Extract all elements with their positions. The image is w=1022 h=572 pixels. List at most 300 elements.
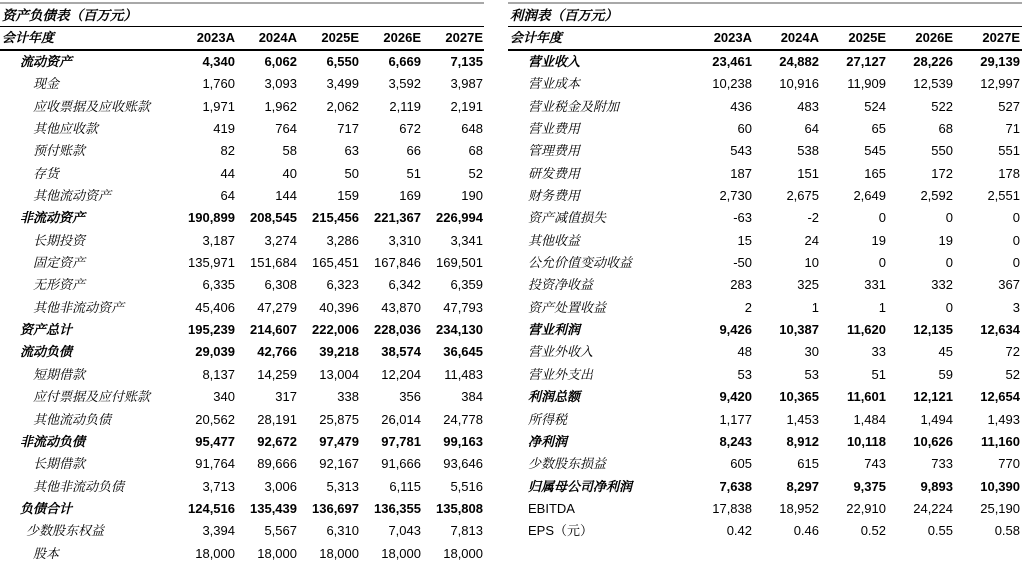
cell-value: 332 xyxy=(931,277,953,293)
cell-value: 1,177 xyxy=(719,411,752,427)
cell-value: 52 xyxy=(1005,366,1020,382)
cell-value: 5,313 xyxy=(326,478,359,494)
cell-value: 23,461 xyxy=(712,54,752,69)
table-row xyxy=(0,96,484,118)
cell-value: 6,550 xyxy=(326,54,359,69)
cell-value: 527 xyxy=(998,98,1020,114)
table-row xyxy=(0,476,484,498)
cell-value: 18,000 xyxy=(319,545,359,561)
table-row xyxy=(508,498,1022,520)
cell-value: 0.52 xyxy=(860,523,886,539)
cell-value: 187 xyxy=(730,165,752,181)
table-row xyxy=(0,73,484,95)
cell-value: 22,910 xyxy=(846,500,886,516)
cell-value: 136,355 xyxy=(374,500,421,516)
cell-value: 8,137 xyxy=(202,366,235,382)
table-header-row xyxy=(0,27,484,51)
cell-value: 550 xyxy=(931,143,953,159)
cell-value: 0.42 xyxy=(726,523,752,539)
cell-value: 12,539 xyxy=(913,76,953,92)
cell-value: 25,875 xyxy=(319,411,359,427)
cell-value: 40,396 xyxy=(319,299,359,315)
cell-value: 27,127 xyxy=(846,54,886,69)
cell-value: 47,279 xyxy=(257,299,297,315)
cell-value: 178 xyxy=(998,165,1020,181)
cell-value: 92,167 xyxy=(319,456,359,472)
cell-value: 6,669 xyxy=(388,54,421,69)
cell-value: 28,191 xyxy=(257,411,297,427)
cell-value: 543 xyxy=(730,143,752,159)
income-statement-title: 利润表（百万元） xyxy=(508,4,1022,27)
cell-value: 9,893 xyxy=(920,478,953,494)
cell-value: 53 xyxy=(804,366,819,382)
cell-value: 3,093 xyxy=(264,76,297,92)
cell-value: 135,439 xyxy=(250,500,297,516)
cell-value: 124,516 xyxy=(188,500,235,516)
cell-value: 144 xyxy=(275,188,297,204)
cell-value: 71 xyxy=(1005,121,1020,137)
cell-value: 0 xyxy=(1012,255,1020,271)
cell-value: 545 xyxy=(864,143,886,159)
cell-value: 167,846 xyxy=(374,255,421,271)
cell-value: 29,039 xyxy=(195,344,235,360)
cell-value: 18,000 xyxy=(195,545,235,561)
cell-value: 7,638 xyxy=(719,478,752,494)
table-row xyxy=(0,386,484,408)
cell-value: 51 xyxy=(406,165,421,181)
cell-value: 19 xyxy=(938,232,953,248)
cell-value: 551 xyxy=(998,143,1020,159)
cell-value: 2 xyxy=(744,299,752,315)
row-label: 营业费用 xyxy=(528,121,581,137)
header-fiscal-year-label: 会计年度 xyxy=(510,30,563,45)
cell-value: 10,916 xyxy=(779,76,819,92)
cell-value: 3,713 xyxy=(202,478,235,494)
table-row xyxy=(0,341,484,363)
cell-value: 17,838 xyxy=(712,500,752,516)
table-row xyxy=(0,319,484,341)
cell-value: 51 xyxy=(871,366,886,382)
row-label: 少数股东损益 xyxy=(528,456,607,472)
cell-value: 4,340 xyxy=(202,54,235,69)
cell-value: 1,760 xyxy=(202,76,235,92)
cell-value: 615 xyxy=(797,456,819,472)
table-row xyxy=(508,341,1022,363)
balance-sheet-title: 资产负债表（百万元） xyxy=(0,4,484,27)
cell-value: 159 xyxy=(337,188,359,204)
cell-value: 68 xyxy=(938,121,953,137)
row-label: 负债合计 xyxy=(20,500,73,516)
row-label: 资产处置收益 xyxy=(528,299,607,315)
cell-value: 340 xyxy=(213,389,235,405)
cell-value: 672 xyxy=(399,121,421,137)
cell-value: 89,666 xyxy=(257,456,297,472)
cell-value: 7,813 xyxy=(450,523,483,539)
cell-value: 64 xyxy=(804,121,819,137)
cell-value: 135,971 xyxy=(188,255,235,271)
cell-value: 18,952 xyxy=(779,500,819,516)
cell-value: 0 xyxy=(945,210,953,226)
row-label: 存货 xyxy=(33,165,60,181)
cell-value: 68 xyxy=(468,143,483,159)
cell-value: 770 xyxy=(998,456,1020,472)
row-label: 营业利润 xyxy=(528,322,581,338)
table-row xyxy=(508,118,1022,140)
cell-value: 2,675 xyxy=(786,188,819,204)
cell-value: 10,387 xyxy=(779,322,819,338)
cell-value: 0 xyxy=(1012,210,1020,226)
table-row xyxy=(0,230,484,252)
cell-value: 3,341 xyxy=(450,232,483,248)
cell-value: 11,483 xyxy=(444,366,483,382)
table-row xyxy=(508,140,1022,162)
cell-value: 2,592 xyxy=(920,188,953,204)
cell-value: 2,062 xyxy=(326,98,359,114)
cell-value: 53 xyxy=(737,366,752,382)
cell-value: 283 xyxy=(730,277,752,293)
cell-value: 6,335 xyxy=(202,277,235,293)
cell-value: 1,493 xyxy=(987,411,1020,427)
cell-value: 10,238 xyxy=(712,76,752,92)
row-label: 研发费用 xyxy=(528,165,581,181)
cell-value: 325 xyxy=(797,277,819,293)
cell-value: 2,649 xyxy=(853,188,886,204)
cell-value: 208,545 xyxy=(250,210,297,226)
header-year-cell: 2025E xyxy=(321,30,359,45)
cell-value: -50 xyxy=(733,255,752,271)
header-year-cell: 2026E xyxy=(915,30,953,45)
cell-value: 6,342 xyxy=(388,277,421,293)
row-label: 财务费用 xyxy=(528,188,581,204)
cell-value: 58 xyxy=(282,143,297,159)
table-header-row xyxy=(508,27,1022,51)
row-label: 现金 xyxy=(33,76,60,92)
row-label: 管理费用 xyxy=(528,143,581,159)
cell-value: 42,766 xyxy=(257,344,297,360)
cell-value: 1 xyxy=(811,299,819,315)
cell-value: 11,160 xyxy=(980,433,1020,449)
table-body xyxy=(0,51,484,565)
cell-value: 9,375 xyxy=(853,478,886,494)
cell-value: 165 xyxy=(864,165,886,181)
row-label: EBITDA xyxy=(528,500,575,516)
cell-value: 483 xyxy=(797,98,819,114)
table-body xyxy=(508,51,1022,543)
cell-value: 12,204 xyxy=(381,366,421,382)
table-row xyxy=(0,409,484,431)
cell-value: 33 xyxy=(871,344,886,360)
cell-value: 228,036 xyxy=(374,322,421,338)
table-row xyxy=(0,118,484,140)
cell-value: 38,574 xyxy=(381,344,421,360)
table-row xyxy=(508,73,1022,95)
cell-value: 52 xyxy=(468,165,483,181)
cell-value: 11,620 xyxy=(846,322,886,338)
cell-value: 97,781 xyxy=(381,433,421,449)
cell-value: -63 xyxy=(733,210,752,226)
cell-value: 24 xyxy=(804,232,819,248)
cell-value: 24,778 xyxy=(443,411,483,427)
cell-value: 13,004 xyxy=(319,366,359,382)
table-row xyxy=(508,476,1022,498)
cell-value: 356 xyxy=(399,389,421,405)
table-row xyxy=(508,207,1022,229)
cell-value: 97,479 xyxy=(319,433,359,449)
row-label: 长期借款 xyxy=(33,456,86,472)
cell-value: 82 xyxy=(220,143,235,159)
cell-value: 18,000 xyxy=(443,545,483,561)
row-label: 净利润 xyxy=(528,433,568,449)
cell-value: 20,562 xyxy=(195,411,235,427)
cell-value: 0 xyxy=(945,255,953,271)
row-label: 利润总额 xyxy=(528,389,581,405)
income-statement-table xyxy=(508,0,1022,565)
cell-value: 10 xyxy=(804,255,819,271)
cell-value: 1,962 xyxy=(264,98,297,114)
cell-value: 3 xyxy=(1012,299,1020,315)
cell-value: 9,420 xyxy=(719,389,752,405)
table-row xyxy=(508,431,1022,453)
cell-value: 12,135 xyxy=(913,322,953,338)
cell-value: 3,310 xyxy=(388,232,421,248)
cell-value: 15 xyxy=(737,232,752,248)
cell-value: 764 xyxy=(275,121,297,137)
row-label: 营业税金及附加 xyxy=(528,98,620,114)
cell-value: 0 xyxy=(945,299,953,315)
cell-value: 3,286 xyxy=(326,232,359,248)
cell-value: 151 xyxy=(797,165,819,181)
cell-value: 63 xyxy=(344,143,359,159)
cell-value: 190,899 xyxy=(188,210,235,226)
cell-value: 151,684 xyxy=(250,255,297,271)
table-row xyxy=(0,274,484,296)
table-row xyxy=(0,185,484,207)
cell-value: 0.58 xyxy=(994,523,1020,539)
cell-value: 190 xyxy=(461,188,483,204)
cell-value: 234,130 xyxy=(436,322,483,338)
cell-value: 0 xyxy=(878,255,886,271)
cell-value: 317 xyxy=(275,389,297,405)
cell-value: 25,190 xyxy=(980,500,1020,516)
cell-value: 367 xyxy=(998,277,1020,293)
row-label: 短期借款 xyxy=(33,366,86,382)
cell-value: 26,014 xyxy=(381,411,421,427)
table-row xyxy=(0,431,484,453)
cell-value: 10,626 xyxy=(913,433,953,449)
header-year-cell: 2023A xyxy=(196,30,235,45)
row-label: 应付票据及应付账款 xyxy=(33,389,151,405)
row-label: 其他非流动负债 xyxy=(33,478,125,494)
cell-value: 3,187 xyxy=(202,232,235,248)
cell-value: 66 xyxy=(406,143,421,159)
cell-value: 733 xyxy=(931,456,953,472)
row-label: 所得税 xyxy=(528,411,568,427)
cell-value: 0 xyxy=(1012,232,1020,248)
table-row xyxy=(508,386,1022,408)
row-label: 公允价值变动收益 xyxy=(528,255,633,271)
cell-value: 135,808 xyxy=(436,500,483,516)
cell-value: 6,310 xyxy=(326,523,359,539)
cell-value: 40 xyxy=(282,165,297,181)
row-label: 其他应收款 xyxy=(33,121,99,137)
cell-value: 60 xyxy=(737,121,752,137)
table-row xyxy=(508,364,1022,386)
row-label: 长期投资 xyxy=(33,232,86,248)
cell-value: 717 xyxy=(337,121,359,137)
cell-value: 648 xyxy=(461,121,483,137)
cell-value: 0.46 xyxy=(793,523,819,539)
cell-value: 1,971 xyxy=(202,98,235,114)
cell-value: 1,484 xyxy=(853,411,886,427)
cell-value: 24,224 xyxy=(913,500,953,516)
cell-value: 12,634 xyxy=(980,322,1020,338)
table-row xyxy=(508,252,1022,274)
cell-value: 1 xyxy=(878,299,886,315)
cell-value: 30 xyxy=(804,344,819,360)
cell-value: 47,793 xyxy=(443,299,483,315)
row-label: 其他流动负债 xyxy=(33,411,112,427)
cell-value: 3,592 xyxy=(388,76,421,92)
cell-value: 419 xyxy=(213,121,235,137)
table-row xyxy=(0,498,484,520)
table-row xyxy=(0,163,484,185)
cell-value: 10,390 xyxy=(980,478,1020,494)
table-row xyxy=(508,274,1022,296)
row-label: 流动负债 xyxy=(20,344,73,360)
cell-value: 6,323 xyxy=(326,277,359,293)
header-year-cell: 2023A xyxy=(713,30,752,45)
cell-value: 99,163 xyxy=(443,433,483,449)
cell-value: 93,646 xyxy=(443,456,483,472)
cell-value: 0.55 xyxy=(927,523,953,539)
header-year-cell: 2027E xyxy=(445,30,483,45)
cell-value: 5,567 xyxy=(264,523,297,539)
cell-value: 3,006 xyxy=(264,478,297,494)
table-row xyxy=(508,230,1022,252)
cell-value: 136,697 xyxy=(312,500,359,516)
cell-value: 12,121 xyxy=(913,389,953,405)
cell-value: 10,118 xyxy=(846,433,886,449)
row-label: 应收票据及应收账款 xyxy=(33,98,151,114)
row-label: 营业成本 xyxy=(528,76,581,92)
row-label: 固定资产 xyxy=(33,255,86,271)
cell-value: 65 xyxy=(871,121,886,137)
cell-value: 2,551 xyxy=(987,188,1020,204)
cell-value: 1,494 xyxy=(920,411,953,427)
row-label: 预付账款 xyxy=(33,143,86,159)
cell-value: 436 xyxy=(730,98,752,114)
table-row xyxy=(508,319,1022,341)
cell-value: 169 xyxy=(399,188,421,204)
table-row xyxy=(0,364,484,386)
balance-sheet-table xyxy=(0,0,484,565)
cell-value: 45 xyxy=(938,344,953,360)
row-label: 少数股东权益 xyxy=(26,523,105,539)
header-year-cell: 2025E xyxy=(848,30,886,45)
cell-value: 743 xyxy=(864,456,886,472)
cell-value: 91,666 xyxy=(381,456,421,472)
row-label: 其他流动资产 xyxy=(33,188,112,204)
row-label: 其他非流动资产 xyxy=(33,299,125,315)
cell-value: 221,367 xyxy=(374,210,421,226)
cell-value: 3,274 xyxy=(264,232,297,248)
cell-value: 3,394 xyxy=(202,523,235,539)
cell-value: 222,006 xyxy=(312,322,359,338)
cell-value: 11,601 xyxy=(846,389,886,405)
cell-value: 8,912 xyxy=(786,433,819,449)
cell-value: 6,062 xyxy=(264,54,297,69)
row-label: 无形资产 xyxy=(33,277,86,293)
table-row xyxy=(0,252,484,274)
table-row xyxy=(508,185,1022,207)
row-label: 非流动资产 xyxy=(20,210,86,226)
cell-value: 8,243 xyxy=(719,433,752,449)
table-row xyxy=(0,51,484,73)
cell-value: 64 xyxy=(220,188,235,204)
table-row xyxy=(508,520,1022,542)
cell-value: 3,499 xyxy=(326,76,359,92)
header-year-cell: 2027E xyxy=(982,30,1020,45)
row-label: 营业外收入 xyxy=(528,344,594,360)
table-row xyxy=(0,297,484,319)
row-label: 股本 xyxy=(33,545,60,561)
cell-value: 12,654 xyxy=(980,389,1020,405)
cell-value: 169,501 xyxy=(436,255,483,271)
cell-value: 165,451 xyxy=(312,255,359,271)
cell-value: 18,000 xyxy=(381,545,421,561)
table-row xyxy=(508,453,1022,475)
row-label: 流动资产 xyxy=(20,54,73,69)
cell-value: 2,119 xyxy=(389,98,421,114)
cell-value: 195,239 xyxy=(188,322,235,338)
table-row xyxy=(508,51,1022,73)
table-row xyxy=(508,297,1022,319)
cell-value: 8,297 xyxy=(786,478,819,494)
cell-value: 214,607 xyxy=(250,322,297,338)
table-row xyxy=(0,543,484,565)
cell-value: 44 xyxy=(220,165,235,181)
cell-value: 28,226 xyxy=(913,54,953,69)
cell-value: 605 xyxy=(730,456,752,472)
cell-value: 59 xyxy=(938,366,953,382)
cell-value: 2,730 xyxy=(719,188,752,204)
cell-value: 11,909 xyxy=(847,76,886,92)
cell-value: 522 xyxy=(931,98,953,114)
cell-value: 7,043 xyxy=(388,523,421,539)
row-label: EPS（元） xyxy=(528,523,594,539)
cell-value: 36,645 xyxy=(443,344,483,360)
header-year-cell: 2024A xyxy=(258,30,297,45)
cell-value: 338 xyxy=(337,389,359,405)
cell-value: 9,426 xyxy=(719,322,752,338)
cell-value: 24,882 xyxy=(779,54,819,69)
cell-value: 6,115 xyxy=(389,478,421,494)
table-row xyxy=(0,140,484,162)
cell-value: 48 xyxy=(737,344,752,360)
header-fiscal-year-label: 会计年度 xyxy=(2,30,55,45)
table-row xyxy=(0,207,484,229)
cell-value: 226,994 xyxy=(436,210,483,226)
cell-value: 95,477 xyxy=(195,433,235,449)
cell-value: 3,987 xyxy=(450,76,483,92)
cell-value: 39,218 xyxy=(319,344,359,360)
cell-value: 19 xyxy=(871,232,886,248)
cell-value: 6,308 xyxy=(264,277,297,293)
cell-value: 29,139 xyxy=(980,54,1020,69)
cell-value: 92,672 xyxy=(257,433,297,449)
cell-value: 14,259 xyxy=(257,366,297,382)
cell-value: 538 xyxy=(797,143,819,159)
